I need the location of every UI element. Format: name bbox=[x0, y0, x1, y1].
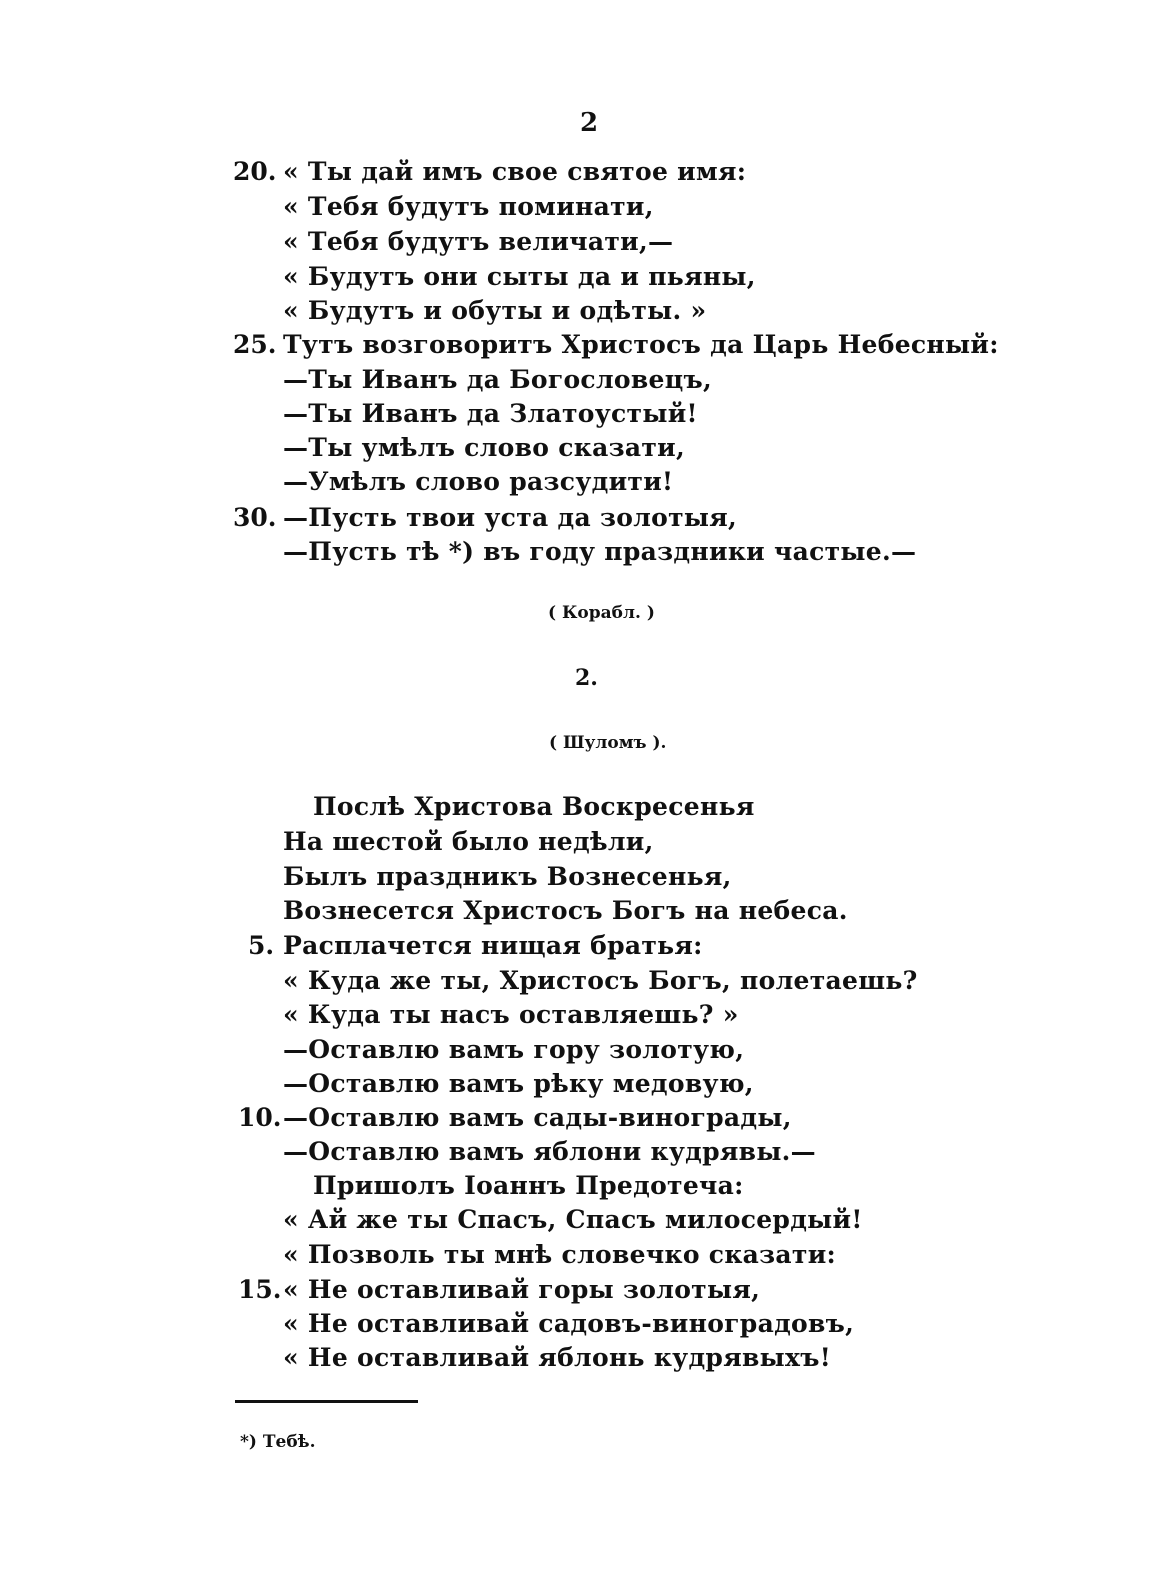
line-number: 30. bbox=[233, 503, 277, 532]
poem-line: « Куда же ты, Христосъ Богъ, полетаешь? bbox=[283, 966, 918, 995]
poem-line: —Оставлю вамъ гору золотую, bbox=[283, 1035, 745, 1064]
poem-line: —Оставлю вамъ яблони кудрявы.— bbox=[283, 1137, 816, 1166]
poem-line: « Не оставливай горы золотыя, bbox=[283, 1275, 761, 1304]
poem-line: Вознесется Христосъ Богъ на небеса. bbox=[283, 896, 848, 925]
poem-line: —Ты Иванъ да Богословецъ, bbox=[283, 365, 712, 394]
poem-line: « Тебя будутъ поминати, bbox=[283, 192, 654, 221]
poem-line: « Куда ты насъ оставляешь? » bbox=[283, 1000, 739, 1029]
poem-line: —Оставлю вамъ сады-винограды, bbox=[283, 1103, 792, 1132]
poem-line: « Ты дай имъ свое святое имя: bbox=[283, 157, 747, 186]
poem-line: —Ты умѣлъ слово сказати, bbox=[283, 433, 686, 462]
poem-line: « Тебя будутъ величати,— bbox=[283, 227, 674, 256]
line-number: 10. bbox=[238, 1103, 282, 1132]
poem-line: « Позволь ты мнѣ словечко сказати: bbox=[283, 1240, 837, 1269]
poem-line: « Будутъ они сыты да и пьяны, bbox=[283, 262, 756, 291]
line-number: 5. bbox=[248, 931, 275, 960]
poem-line: —Ты Иванъ да Златоустый! bbox=[283, 399, 698, 428]
footnote: *) Тебѣ. bbox=[240, 1432, 316, 1452]
source-note: ( Корабл. ) bbox=[548, 603, 655, 623]
poem-line: Тутъ возговоритъ Христосъ да Царь Небесный: bbox=[283, 330, 999, 359]
poem-line: На шестой было недѣли, bbox=[283, 827, 654, 856]
line-number: 15. bbox=[238, 1275, 282, 1304]
poem-line: « Будутъ и обуты и одѣты. » bbox=[283, 296, 707, 325]
poem-line: Послѣ Христова Воскресенья bbox=[313, 792, 755, 821]
section-subtitle: ( Шуломъ ). bbox=[549, 733, 667, 753]
poem-line: Былъ праздникъ Вознесенья, bbox=[283, 862, 732, 891]
poem-line: « Не оставливай садовъ-виноградовъ, bbox=[283, 1309, 855, 1338]
page-number: 2 bbox=[580, 108, 599, 138]
section-number: 2. bbox=[575, 665, 598, 691]
footnote-rule bbox=[235, 1400, 418, 1403]
poem-line: —Умѣлъ слово разсудити! bbox=[283, 467, 674, 496]
poem-line: « Ай же ты Спасъ, Спасъ милосердый! bbox=[283, 1205, 863, 1234]
poem-line: —Пусть твои уста да золотыя, bbox=[283, 503, 738, 532]
poem-line: —Оставлю вамъ рѣку медовую, bbox=[283, 1069, 754, 1098]
poem-line: Расплачется нищая братья: bbox=[283, 931, 703, 960]
line-number: 25. bbox=[233, 330, 277, 359]
poem-line: —Пусть тѣ *) въ году праздники частые.— bbox=[283, 537, 917, 566]
line-number: 20. bbox=[233, 157, 277, 186]
poem-line: Пришолъ Іоаннъ Предотеча: bbox=[313, 1171, 744, 1200]
poem-line: « Не оставливай яблонь кудрявыхъ! bbox=[283, 1343, 831, 1372]
